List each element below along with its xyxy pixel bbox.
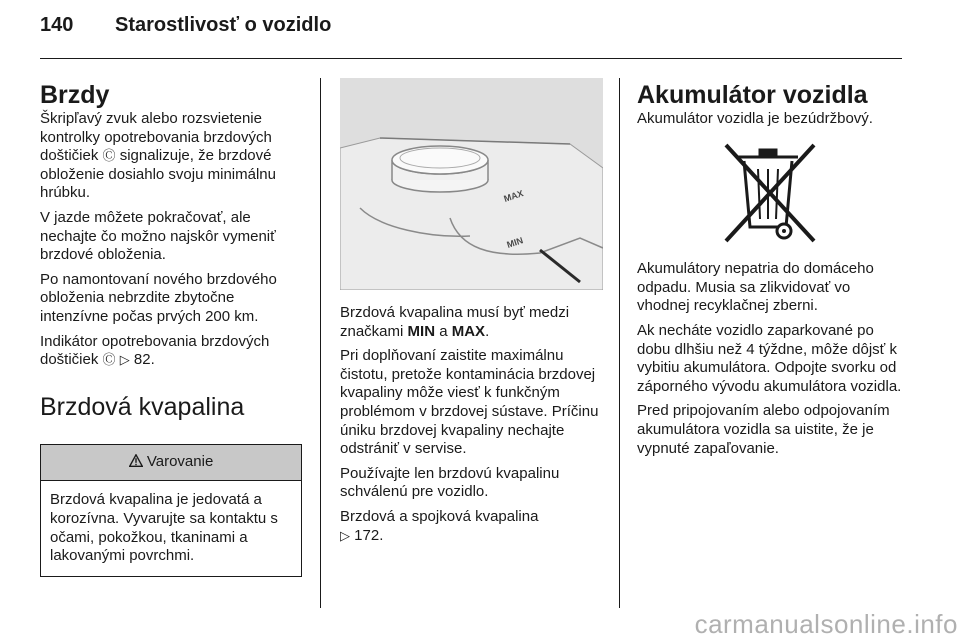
warning-text: Brzdová kvapalina je jedovatá a korozívna. Vyvarujte sa kontaktu s očami, pokožkou, tkaninami a lakovanými povrchmi. [50,491,278,565]
column-divider-1 [320,78,321,608]
paragraph-maintenance-free: Akumulátor vozidla je bezúdržbový. [637,110,873,127]
warning-header [41,445,301,482]
max-mark: MAX [451,322,486,340]
page-reference-link[interactable] [340,527,383,544]
paragraph-ignition-off: Pred pripojovaním alebo odpojovaním akumulátora vozidla sa uistite, že je vypnuté zapaľovanie. [637,402,890,457]
paragraph-parked-vehicle: Ak necháte vozidlo zaparkované po dobu dlhšiu než 4 týždne, môže dôjsť k vybitiu akumulátora. Odpojte svorku od záporného vývodu akumulátora vozidla. [637,321,902,395]
paragraph-continue-driving: V jazde môžete pokračovať, ale nechajte čo možno najskôr vymeniť brzdové obloženia. [40,208,276,264]
watermark: carmanualsonline.info [694,609,958,639]
text: signalizuje, že brzdové obloženie dosiahlo svoju minimálnu hrúbku. [40,147,276,202]
page-number: 140 [40,14,74,36]
text: Brzdová kvapalina musí byť medzi značkami [340,304,570,340]
paragraph-cleanliness: Pri doplňovaní zaistite maximálnu čistotu, pretože kontaminácia brzdovej kvapaliny môže viesť k funkčným problémom v brzdovej sústave. Príčinu úniku brzdovej kvapaliny nechajte odstrániť v servise. [340,347,599,458]
ref-arrow-icon: ▷ [340,527,350,543]
brake-wear-icon: Ⓒ [102,148,116,164]
column-brakes [40,80,302,577]
reference-page: 82. [133,351,155,369]
paragraph-fluid-level [340,304,602,341]
page-reference-link[interactable] [120,351,155,368]
paragraph-indicator-ref [40,333,302,370]
warning-title: Varovanie [146,452,214,470]
section-title: Starostlivosť o vozidlo [115,14,332,36]
paragraph-brake-noise [40,110,302,203]
paragraph-disposal: Akumulátory nepatria do domáceho odpadu. Musia sa zlikvidovať vo vhodnej recyklačnej zberni. [637,260,874,315]
ref-arrow-icon: ▷ [119,352,130,368]
image-label-max: MAX [502,188,525,204]
text: a [435,322,452,340]
reference-page: 172. [354,526,384,544]
column-battery [637,80,903,464]
brake-wear-icon: Ⓒ [102,352,116,368]
header-rule [40,58,902,59]
heading-brake-fluid: Brzdová kvapalina [40,392,245,421]
column-divider-2 [619,78,620,608]
text: Brzdová a spojková kvapalina [340,507,539,525]
heading-battery: Akumulátor vozidla [637,81,868,109]
crossed-out-bin-icon [720,141,820,245]
warning-box [40,444,302,577]
paragraph-fluid-ref [340,508,602,545]
column-brake-fluid [340,78,602,551]
text: Indikátor opotrebovania brzdových doštičiek [40,332,270,369]
text: Škripľavý zvuk alebo rozsvietenie kontrolky opotrebovania brzdových doštičiek [40,110,272,165]
text: . [485,322,490,340]
brake-fluid-reservoir-illustration [340,78,603,290]
warning-triangle-icon [129,454,143,467]
heading-brakes: Brzdy [40,81,110,109]
paragraph-approved-fluid: Používajte len brzdovú kvapalinu schválenú pre vozidlo. [340,464,560,501]
image-label-min: MIN [505,235,525,250]
min-mark: MIN [407,322,436,340]
page-header [40,14,331,37]
recycle-symbol-wrap [637,135,903,261]
paragraph-new-linings: Po namontovaní nového brzdového obloženia nebrzdite zbytočne intenzívne počas prvých 200 km. [40,270,277,325]
